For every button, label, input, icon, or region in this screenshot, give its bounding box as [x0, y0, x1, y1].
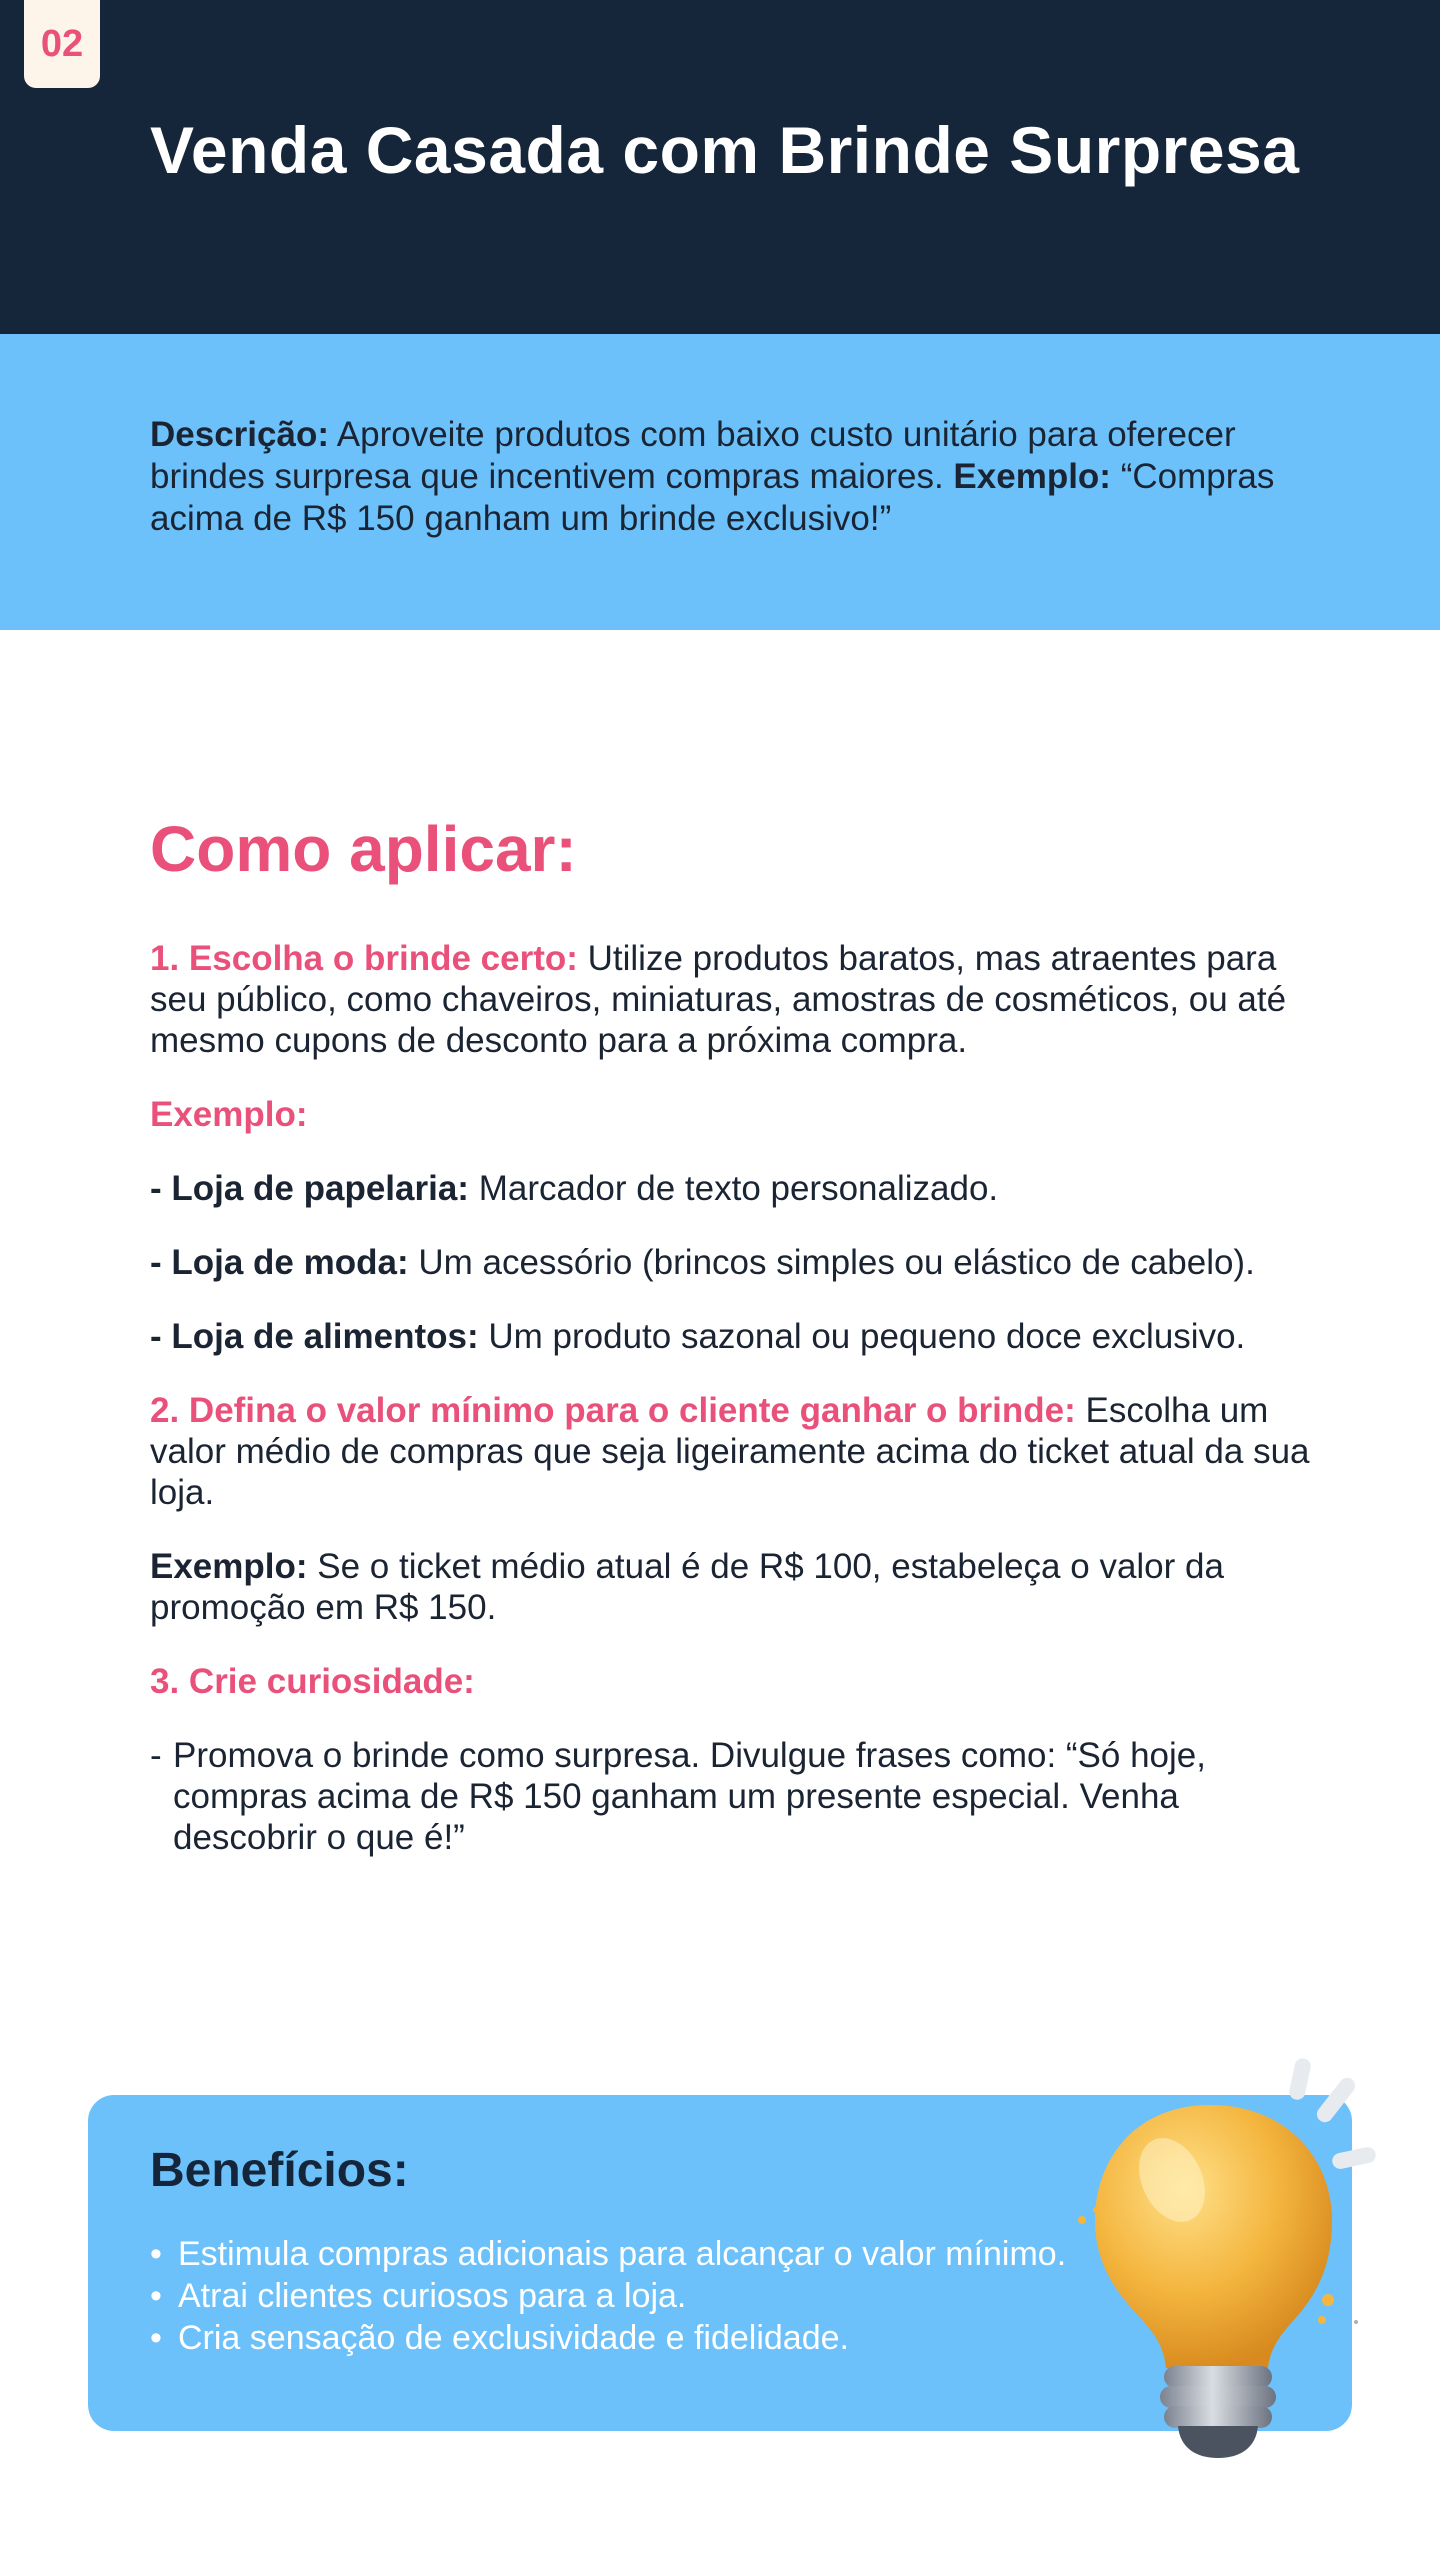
step-2-example-label: Exemplo: [150, 1547, 308, 1586]
list-item [150, 2233, 1066, 2275]
example-heading: Exemplo: [150, 1095, 308, 1134]
step-2-label: 2. Defina o valor mínimo para o cliente ganhar o brinde: [150, 1391, 1076, 1430]
example-item-text: Marcador de texto personalizado. [468, 1169, 999, 1208]
step-1-label: 1. Escolha o brinde certo: [150, 939, 578, 978]
description-body: Aproveite produtos com baixo custo unitário para oferecer brindes surpresa que incentivem compras maiores. [150, 415, 1236, 496]
benefits-list [150, 2233, 1066, 2359]
bullet-dash: - [150, 1736, 162, 1775]
example-item-label: - Loja de papelaria: [150, 1169, 469, 1208]
page-number-badge: 02 [24, 0, 100, 88]
step-2 [150, 1390, 1320, 1513]
example-item-stationery [150, 1168, 1320, 1209]
page-header [0, 0, 1440, 334]
how-to-content [150, 938, 1320, 1858]
page-title: Venda Casada com Brinde Surpresa [150, 113, 1300, 187]
example-item-fashion [150, 1242, 1320, 1283]
step-3-bullet-text: Promova o brinde como surpresa. Divulgue frases como: “Só hoje, compras acima de R$ 150 ganham um presente especial. Venha descobrir o que é!” [173, 1736, 1206, 1857]
example-item-food [150, 1316, 1320, 1357]
step-2-text: Escolha um valor médio de compras que seja ligeiramente acima do ticket atual da sua loja. [150, 1391, 1310, 1512]
step-2-example [150, 1546, 1320, 1628]
list-item [150, 2317, 1066, 2359]
step-1-text: Utilize produtos baratos, mas atraentes para seu público, como chaveiros, miniaturas, amostras de cosméticos, ou até mesmo cupons de desconto para a próxima compra. [150, 939, 1287, 1060]
step-1 [150, 938, 1320, 1061]
how-to-title: Como aplicar: [150, 813, 577, 885]
description-label: Descrição: [150, 415, 329, 454]
bullet-dot: • [150, 2277, 162, 2315]
description-section [0, 334, 1440, 630]
bullet-dot: • [150, 2235, 162, 2273]
benefits-title: Benefícios: [150, 2144, 409, 2197]
example-item-text: Um produto sazonal ou pequeno doce exclusivo. [478, 1317, 1246, 1356]
example-item-label: - Loja de moda: [150, 1243, 409, 1282]
step-2-example-text: Se o ticket médio atual é de R$ 100, estabeleça o valor da promoção em R$ 150. [150, 1547, 1224, 1627]
bullet-dot: • [150, 2319, 162, 2357]
benefit-text: Cria sensação de exclusividade e fidelidade. [178, 2319, 849, 2357]
description-example-label: Exemplo: [953, 457, 1111, 496]
light-bulb-icon [1060, 2050, 1420, 2470]
list-item [150, 2275, 1066, 2317]
benefit-text: Estimula compras adicionais para alcançar o valor mínimo. [178, 2235, 1067, 2273]
description-example-text: “Compras acima de R$ 150 ganham um brinde exclusivo!” [150, 457, 1275, 538]
example-item-label: - Loja de alimentos: [150, 1317, 479, 1356]
benefit-text: Atrai clientes curiosos para a loja. [178, 2277, 687, 2315]
description-text [150, 414, 1310, 540]
step-3-label: 3. Crie curiosidade: [150, 1662, 475, 1701]
step-3-bullet [150, 1735, 1320, 1858]
example-item-text: Um acessório (brincos simples ou elástico de cabelo). [408, 1243, 1255, 1282]
